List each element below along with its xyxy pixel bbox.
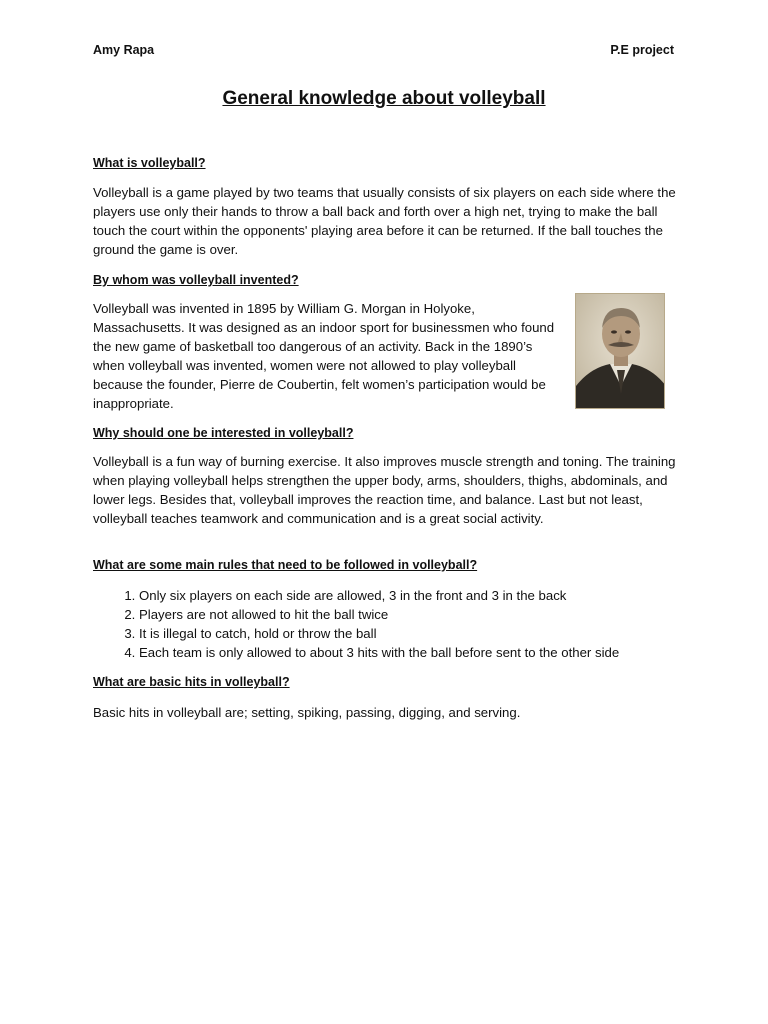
list-item: 3. It is illegal to catch, hold or throw the ball — [139, 624, 739, 643]
rules-list — [93, 586, 739, 662]
heading-basic-hits: What are basic hits in volleyball? — [93, 675, 290, 689]
list-item: 2. Players are not allowed to hit the ball twice — [139, 605, 739, 624]
project-label: P.E project — [610, 43, 674, 57]
portrait-illustration — [576, 294, 665, 409]
list-item: 4. Each team is only allowed to about 3 hits with the ball before sent to the other side — [139, 643, 739, 662]
author-name: Amy Rapa — [93, 43, 155, 57]
heading-inventor: By whom was volleyball invented? — [93, 273, 299, 287]
heading-main-rules: What are some main rules that need to be followed in volleyball? — [93, 558, 478, 572]
paragraph-why-interested: Volleyball is a fun way of burning exercise. It also improves muscle strength and toning. The training when playing volleyball helps strengthen the upper body, arms, shoulders, thighs, abdominals, and lower legs. Besides that, volleyball improves the reaction time, and balance. Last but not least, volleyball teaches teamwork and communication and is a great social activity. — [93, 454, 676, 526]
heading-why-interested: Why should one be interested in volleyball? — [93, 426, 354, 440]
inventor-portrait-image — [575, 293, 665, 409]
list-item: 1. Only six players on each side are allowed, 3 in the front and 3 in the back — [139, 586, 739, 605]
paragraph-basic-hits: Basic hits in volleyball are; setting, spiking, passing, digging, and serving. — [93, 705, 521, 720]
page-title: General knowledge about volleyball — [222, 88, 546, 109]
heading-what-is-volleyball: What is volleyball? — [93, 156, 206, 170]
paragraph-what-is-volleyball: Volleyball is a game played by two teams that usually consists of six players on each side where the players use only their hands to throw a ball back and forth over a high net, trying to make the ball touch the court within the opponents' playing area before it can be returned. If the ball touches the ground the game is over. — [93, 185, 676, 257]
paragraph-inventor: Volleyball was invented in 1895 by William G. Morgan in Holyoke, Massachusetts. It was designed as an indoor sport for businessmen who found the new game of basketball too dangerous of an activity. Back in the 1890’s when volleyball was invented, women were not allowed to play volleyball because the founder, Pierre de Coubertin, felt women’s participation would be inappropriate. — [93, 301, 555, 411]
